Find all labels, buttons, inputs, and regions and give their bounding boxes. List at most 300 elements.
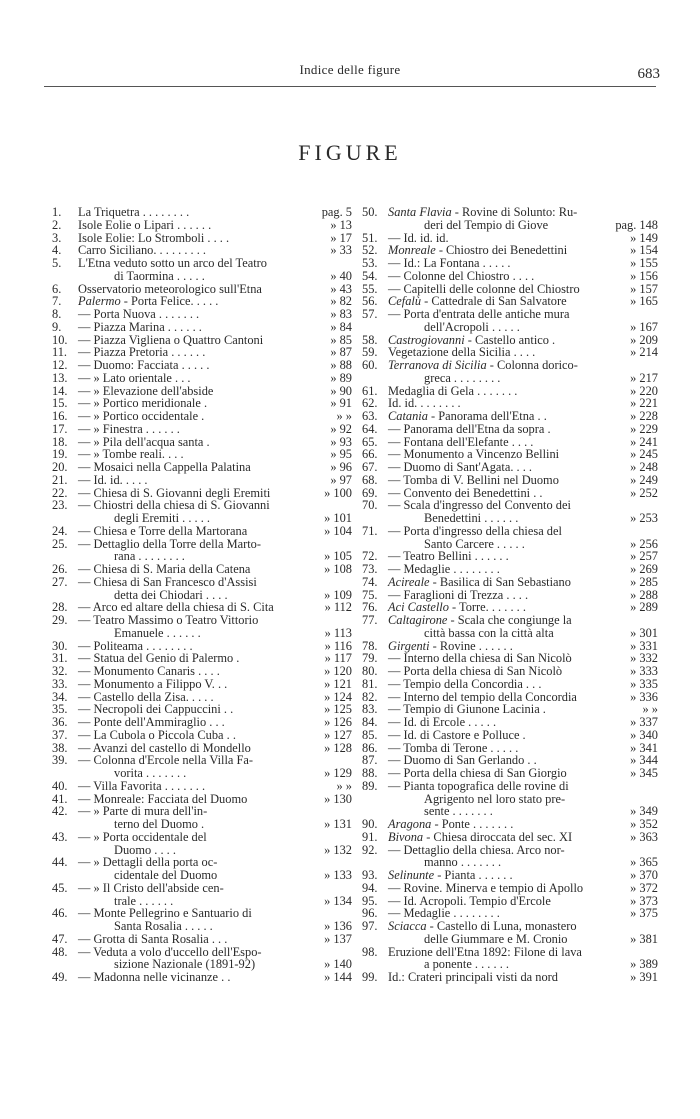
figure-number: 82. <box>362 689 378 704</box>
figure-page-ref: » 96 <box>330 460 352 474</box>
figure-caption-text: Bivona - Chiesa diroccata del sec. XI <box>388 829 573 844</box>
figure-page-ref: » 253 <box>630 511 658 525</box>
figure-caption-text: La Triquetra . . . . . . . . <box>78 205 190 219</box>
figure-caption-text: Palermo - Porta Felice. . . . . <box>78 294 219 309</box>
figure-caption-text: — » Elevazione dell'abside <box>78 383 214 398</box>
figure-caption-text: detta dei Chiodari . . . . <box>114 587 228 602</box>
figure-page-ref: » 241 <box>630 434 658 449</box>
figure-number: 42. <box>52 804 68 819</box>
running-head <box>0 62 700 82</box>
figure-entry <box>362 359 658 385</box>
figure-list-left <box>52 206 352 984</box>
figure-number: 92. <box>362 842 378 857</box>
figure-number: 86. <box>362 740 378 755</box>
figure-number: 17. <box>52 421 68 436</box>
figure-caption-text: — Tomba di Terone . . . . . <box>388 740 519 755</box>
figure-caption-text: — Interno del tempio della Concordia <box>388 689 577 704</box>
figure-entry <box>52 257 352 283</box>
figure-caption-text: — » Dettagli della porta oc- <box>78 855 218 870</box>
figure-entry <box>52 805 352 831</box>
figure-entry <box>52 754 352 780</box>
figure-caption-text: Santa Flavia - Rovine di Solunto: Ru- <box>388 205 578 219</box>
figure-page-ref: » 116 <box>324 638 352 653</box>
figure-page-ref: » 117 <box>324 651 352 666</box>
figure-caption-text: — Medaglie . . . . . . . . <box>388 562 500 576</box>
figure-page-ref: » 149 <box>630 230 658 245</box>
figure-page-ref: » 344 <box>630 753 658 768</box>
figure-number: 40. <box>52 778 68 793</box>
figure-caption-text: — Porta Nuova . . . . . . . <box>78 307 200 321</box>
figure-caption-text: terno del Duomo . <box>114 817 205 831</box>
figure-caption-text: Benedettini . . . . . . <box>424 511 519 525</box>
figure-caption-text: — Tomba di V. Bellini nel Duomo <box>388 472 559 487</box>
figure-number: 6. <box>52 281 62 296</box>
figure-caption-text: — » Tombe reali. . . . <box>78 447 184 462</box>
figure-page-ref: » 167 <box>630 319 658 334</box>
figure-number: 16. <box>52 409 68 423</box>
figure-page-ref: » 89 <box>330 370 352 385</box>
figure-number: 65. <box>362 434 378 449</box>
figure-number: 60. <box>362 358 378 372</box>
figure-caption-text: deri del Tempio di Giove <box>424 217 549 232</box>
figure-caption-text: — Id. id. id. <box>388 230 449 245</box>
figure-caption-text: Acireale - Basilica di San Sebastiano <box>388 574 571 589</box>
figure-entry <box>362 920 658 946</box>
figure-caption-text: dell'Acropoli . . . . . <box>424 319 520 334</box>
figure-page-ref: » 373 <box>630 893 658 908</box>
figure-page-ref: » 245 <box>630 447 658 462</box>
figure-page-ref: » 381 <box>630 931 658 946</box>
figure-page-ref: » 127 <box>324 727 352 742</box>
figure-number: 99. <box>362 970 378 984</box>
figure-page-ref: » 100 <box>324 485 352 500</box>
figure-number: 94. <box>362 880 378 895</box>
figure-number: 93. <box>362 868 378 882</box>
figure-number: 25. <box>52 536 68 551</box>
figure-page-ref: » 285 <box>630 574 658 589</box>
figure-entry <box>52 499 352 525</box>
figure-caption-text: manno . . . . . . . <box>424 855 502 870</box>
figure-entry <box>52 971 352 984</box>
figure-number: 83. <box>362 702 378 717</box>
figure-caption-text: — Monte Pellegrino e Santuario di <box>78 906 252 921</box>
figure-caption-text: Santo Carcere . . . . . <box>424 536 525 551</box>
figure-number: 97. <box>362 919 378 933</box>
figure-page-ref: » 128 <box>324 740 352 755</box>
figure-caption-text: — » Portico occidentale . <box>78 409 205 423</box>
figure-page-ref: » 144 <box>324 970 352 984</box>
figure-page-ref: » 217 <box>630 370 658 385</box>
figure-number: 56. <box>362 294 378 309</box>
figure-number: 4. <box>52 243 62 258</box>
figure-number: 68. <box>362 472 378 487</box>
figure-caption-text: Agrigento nel loro stato pre- <box>424 791 566 806</box>
figure-caption-text: Id.: Crateri principali visti da nord <box>388 970 558 984</box>
figure-page-ref: » 221 <box>630 396 658 411</box>
figure-number: 67. <box>362 460 378 474</box>
figure-number: 27. <box>52 574 68 589</box>
figure-page-ref: » 130 <box>324 791 352 806</box>
figure-caption-text: — La Cubola o Piccola Cuba . . <box>78 727 236 742</box>
figure-page-ref: » 209 <box>630 332 658 347</box>
figure-caption-text: — Arco ed altare della chiesa di S. Cita <box>78 600 274 615</box>
figure-number: 48. <box>52 944 68 959</box>
figure-page-ref: » 370 <box>630 868 658 882</box>
figure-page-ref: » 248 <box>630 460 658 474</box>
figure-caption-text: — Duomo di Sant'Agata. . . . <box>388 460 533 474</box>
figure-entry <box>362 614 658 640</box>
figure-number: 37. <box>52 727 68 742</box>
figure-number: 61. <box>362 383 378 398</box>
figure-caption-text: sizione Nazionale (1891-92) <box>114 957 256 972</box>
figure-number: 51. <box>362 230 378 245</box>
figure-page-ref: » 269 <box>630 562 658 576</box>
figure-caption-line <box>424 219 658 232</box>
figure-caption-text: — Duomo: Facciata . . . . . <box>78 358 210 372</box>
figure-caption-text: — Ponte dell'Ammiraglio . . . <box>78 715 225 729</box>
figure-caption-text: — Porta della chiesa di San Giorgio <box>388 766 567 780</box>
figure-caption-text: Carro Siciliano. . . . . . . . . <box>78 243 207 258</box>
figure-page-ref: » 365 <box>630 855 658 870</box>
figure-caption-text: — Colonna d'Ercole nella Villa Fa- <box>78 753 254 768</box>
figure-page-ref: » 391 <box>630 970 658 984</box>
figure-caption-text: sente . . . . . . . <box>424 804 493 819</box>
figure-caption-text: vorita . . . . . . . <box>114 766 187 780</box>
figure-number: 95. <box>362 893 378 908</box>
figure-page-ref: » 109 <box>324 587 352 602</box>
figure-page-ref: » 101 <box>324 511 352 525</box>
figure-number: 11. <box>52 345 68 360</box>
figure-entry <box>52 882 352 908</box>
figure-caption-text: — Mosaici nella Cappella Palatina <box>78 460 251 474</box>
figure-page-ref: » 389 <box>630 957 658 972</box>
figure-number: 72. <box>362 549 378 564</box>
figure-number: 58. <box>362 332 378 347</box>
figure-number: 36. <box>52 715 68 729</box>
figure-page-ref: » 156 <box>630 268 658 283</box>
figure-number: 9. <box>52 319 62 334</box>
figure-entry <box>362 844 658 870</box>
figure-number: 54. <box>362 268 378 283</box>
figure-page-ref: » 349 <box>630 804 658 819</box>
figure-caption-text: Castrogiovanni - Castello antico . <box>388 332 556 347</box>
figure-entry <box>52 614 352 640</box>
figure-number: 79. <box>362 651 378 666</box>
figure-entry <box>362 308 658 334</box>
figure-page-ref: » 108 <box>324 562 352 576</box>
figure-number: 2. <box>52 217 62 232</box>
figure-page-ref: » 345 <box>630 766 658 780</box>
figure-number: 43. <box>52 829 68 844</box>
figure-page-ref: » » <box>336 409 352 423</box>
figure-caption-text: Cefalù - Cattedrale di San Salvatore <box>388 294 567 309</box>
figure-caption-text: Aci Castello - Torre. . . . . . . <box>388 600 526 615</box>
figure-caption-text: — Villa Favorita . . . . . . . <box>78 778 206 793</box>
figure-number: 47. <box>52 931 68 946</box>
figure-caption-text: — Porta d'entrata delle antiche mura <box>388 307 570 321</box>
figure-page-ref: » 84 <box>330 319 352 334</box>
figure-page-ref: pag. 148 <box>615 217 658 232</box>
figure-number: 33. <box>52 676 68 691</box>
figure-caption-line <box>388 971 658 984</box>
figure-page-ref: » 17 <box>330 230 352 245</box>
figure-number: 18. <box>52 434 68 449</box>
figure-number: 10. <box>52 332 68 347</box>
figure-caption-text: Girgenti - Rovine . . . . . . <box>388 638 513 653</box>
figure-caption-text: — Faraglioni di Trezza . . . . <box>388 587 529 602</box>
figure-caption-text: Isole Eolie: Lo Stromboli . . . . <box>78 230 230 245</box>
figure-caption-text: Santa Rosalia . . . . . <box>114 919 213 933</box>
figure-page-ref: » 336 <box>630 689 658 704</box>
figure-page-ref: » 375 <box>630 906 658 921</box>
figure-caption-text: — Porta della chiesa di San Nicolò <box>388 664 563 678</box>
figure-number: 74. <box>362 574 378 589</box>
figure-page-ref: » 112 <box>324 600 352 615</box>
figure-page-ref: » 82 <box>330 294 352 309</box>
figure-caption-text: — » Finestra . . . . . . <box>78 421 180 436</box>
figure-caption-text: — Teatro Bellini . . . . . . <box>388 549 509 564</box>
figure-page-ref: » 352 <box>630 817 658 831</box>
figure-caption-text: — Porta d'ingresso della chiesa del <box>388 523 562 538</box>
figure-caption-text: — Id. di Ercole . . . . . <box>388 715 497 729</box>
figure-number: 45. <box>52 880 68 895</box>
running-head-title: Indice delle figure <box>299 62 401 77</box>
figure-number: 59. <box>362 345 378 360</box>
figure-entry <box>362 971 658 984</box>
figure-caption-text: — Dettaglio della chiesa. Arco nor- <box>388 842 565 857</box>
figure-page-ref: » 363 <box>630 829 658 844</box>
figure-number: 90. <box>362 817 378 831</box>
figure-number: 1. <box>52 205 62 219</box>
figure-number: 87. <box>362 753 378 768</box>
figure-page-ref: » 220 <box>630 383 658 398</box>
figure-page-ref: » 120 <box>324 664 352 678</box>
figure-caption-text: — Scala d'ingresso del Convento dei <box>388 498 571 513</box>
figure-caption-text: Osservatorio meteorologico sull'Etna <box>78 281 262 296</box>
figure-number: 50. <box>362 205 378 219</box>
figure-page-ref: » 340 <box>630 727 658 742</box>
figure-number: 77. <box>362 613 378 627</box>
figure-number: 15. <box>52 396 68 411</box>
figure-caption-text: — Medaglie . . . . . . . . <box>388 906 500 921</box>
figure-page-ref: » 341 <box>630 740 658 755</box>
figure-number: 19. <box>52 447 68 462</box>
figure-page-ref: » 140 <box>324 957 352 972</box>
figure-caption-text: — Chiesa di S. Maria della Catena <box>78 562 251 576</box>
figure-number: 98. <box>362 944 378 959</box>
figure-number: 84. <box>362 715 378 729</box>
figure-caption-text: — Tempio della Concordia . . . <box>388 676 542 691</box>
figure-page-ref: » 93 <box>330 434 352 449</box>
figure-caption-text: — Veduta a volo d'uccello dell'Espo- <box>78 944 262 959</box>
figure-caption-text: degli Eremiti . . . . . <box>114 511 211 525</box>
figure-caption-text: — Monumento a Vincenzo Bellini <box>388 447 560 462</box>
figure-number: 34. <box>52 689 68 704</box>
figure-number: 39. <box>52 753 68 768</box>
figure-entry <box>362 525 658 551</box>
figure-page-ref: » 332 <box>630 651 658 666</box>
figure-number: 64. <box>362 421 378 436</box>
figure-entry <box>52 946 352 972</box>
figure-caption-text: di Taormina . . . . . <box>114 268 205 283</box>
figure-page-ref: » 104 <box>324 523 352 538</box>
figure-number: 13. <box>52 370 68 385</box>
page-number: 683 <box>637 66 660 82</box>
figure-number: 21. <box>52 472 68 487</box>
figure-entry <box>362 206 658 232</box>
figure-page-ref: » 85 <box>330 332 352 347</box>
figure-caption-text: — Interno della chiesa di San Nicolò <box>388 651 572 666</box>
figure-caption-text: — » Parte di mura dell'in- <box>78 804 208 819</box>
figure-number: 26. <box>52 562 68 576</box>
figure-page-ref: » 134 <box>324 893 352 908</box>
figure-number: 76. <box>362 600 378 615</box>
figure-page-ref: » 154 <box>630 243 658 258</box>
figure-caption-text: — Piazza Vigliena o Quattro Cantoni <box>78 332 264 347</box>
figure-page-ref: » 337 <box>630 715 658 729</box>
figure-entry <box>52 907 352 933</box>
figure-caption-text: trale . . . . . . <box>114 893 174 908</box>
figure-number: 49. <box>52 970 68 984</box>
figure-caption-text: Catania - Panorama dell'Etna . . <box>388 409 547 423</box>
figure-caption-text: — Politeama . . . . . . . . <box>78 638 193 653</box>
figure-page-ref: » 87 <box>330 345 352 360</box>
figure-caption-text: — » Portico meridionale . <box>78 396 208 411</box>
figure-number: 41. <box>52 791 68 806</box>
figure-number: 70. <box>362 498 378 513</box>
figure-number: 88. <box>362 766 378 780</box>
figure-entry <box>362 499 658 525</box>
figure-number: 29. <box>52 613 68 627</box>
figure-caption-text: — Castello della Zisa. . . . . <box>78 689 214 704</box>
figure-caption-text: — Tempio di Giunone Lacinia . <box>388 702 546 717</box>
figure-number: 12. <box>52 358 68 372</box>
figure-caption-text: città bassa con la città alta <box>424 625 554 640</box>
figure-page-ref: » 228 <box>630 409 658 423</box>
figure-number: 14. <box>52 383 68 398</box>
figure-page-ref: » 136 <box>324 919 352 933</box>
figure-caption-text: — Grotta di Santa Rosalia . . . <box>78 931 228 946</box>
figure-number: 30. <box>52 638 68 653</box>
figure-page-ref: » 372 <box>630 880 658 895</box>
figure-number: 23. <box>52 498 68 513</box>
figure-number: 28. <box>52 600 68 615</box>
figure-page-ref: » 90 <box>330 383 352 398</box>
figure-caption-text: — Capitelli delle colonne del Chiostro <box>388 281 580 296</box>
figure-number: 62. <box>362 396 378 411</box>
figure-caption-text: — Rovine. Minerva e tempio di Apollo <box>388 880 584 895</box>
figure-page-ref: » 124 <box>324 689 352 704</box>
figure-page-ref: pag. 5 <box>321 205 352 219</box>
figure-caption-text: Isole Eolie o Lipari . . . . . . <box>78 217 212 232</box>
figure-page-ref: » 126 <box>324 715 352 729</box>
figure-caption-text: greca . . . . . . . . <box>424 370 501 385</box>
figure-caption-text: — Statua del Genio di Palermo . <box>78 651 240 666</box>
figure-caption-text: Vegetazione della Sicilia . . . . <box>388 345 536 360</box>
figure-number: 3. <box>52 230 62 245</box>
figure-number: 24. <box>52 523 68 538</box>
figure-caption-text: — » Il Cristo dell'abside cen- <box>78 880 224 895</box>
figure-number: 66. <box>362 447 378 462</box>
figure-entry <box>52 831 352 857</box>
figure-page-ref: » 33 <box>330 243 352 258</box>
figure-page-ref: » 165 <box>630 294 658 309</box>
figure-page-ref: » 95 <box>330 447 352 462</box>
figure-page-ref: » 155 <box>630 256 658 270</box>
figure-page-ref: » 157 <box>630 281 658 296</box>
figure-page-ref: » 105 <box>324 549 352 564</box>
figure-number: 52. <box>362 243 378 258</box>
figure-caption-text: rana . . . . . . . . <box>114 549 185 564</box>
figure-number: 32. <box>52 664 68 678</box>
figure-caption-text: Medaglia di Gela . . . . . . . <box>388 383 518 398</box>
figure-caption-text: — Teatro Massimo o Teatro Vittorio <box>78 613 259 627</box>
figure-page-ref: » 88 <box>330 358 352 372</box>
figure-number: 55. <box>362 281 378 296</box>
figure-caption-text: — Monreale: Facciata del Duomo <box>78 791 248 806</box>
figure-page-ref: » 288 <box>630 587 658 602</box>
figure-caption-text: Emanuele . . . . . . <box>114 625 201 640</box>
figure-number: 20. <box>52 460 68 474</box>
figure-caption-text: — Duomo di San Gerlando . . <box>388 753 537 768</box>
figure-caption-text: a ponente . . . . . . <box>424 957 509 972</box>
figure-page-ref: » 133 <box>324 868 352 882</box>
figure-number: 53. <box>362 256 378 270</box>
figure-number: 31. <box>52 651 68 666</box>
figure-number: 35. <box>52 702 68 717</box>
figure-caption-text: — Piazza Pretoria . . . . . . <box>78 345 206 360</box>
figure-caption-text: Monreale - Chiostro dei Benedettini <box>388 243 568 258</box>
figure-caption-text: Eruzione dell'Etna 1892: Filone di lava <box>388 944 582 959</box>
figure-number: 81. <box>362 676 378 691</box>
figure-list-right <box>362 206 658 984</box>
figure-number: 73. <box>362 562 378 576</box>
figure-number: 8. <box>52 307 62 321</box>
figure-page-ref: » 301 <box>630 625 658 640</box>
figure-page-ref: » 43 <box>330 281 352 296</box>
figure-number: 57. <box>362 307 378 321</box>
figure-caption-text: cidentale del Duomo <box>114 868 218 882</box>
figure-number: 89. <box>362 778 378 793</box>
figure-caption-text: — Monumento Canaris . . . . <box>78 664 220 678</box>
figure-page-ref: » » <box>642 702 658 717</box>
figure-page-ref: » 229 <box>630 421 658 436</box>
figure-page-ref: » 257 <box>630 549 658 564</box>
figure-number: 91. <box>362 829 378 844</box>
figure-caption-text: — Necropoli dei Cappuccini . . <box>78 702 234 717</box>
figure-caption-text: Sciacca - Castello di Luna, monastero <box>388 919 577 933</box>
figure-page-ref: » 13 <box>330 217 352 232</box>
figure-entry <box>52 576 352 602</box>
figure-caption-text: — Id. Acropoli. Tempio d'Ercole <box>388 893 551 908</box>
figure-caption-text: Terranova di Sicilia - Colonna dorico- <box>388 358 578 372</box>
figure-page-ref: » 137 <box>324 931 352 946</box>
figure-number: 80. <box>362 664 378 678</box>
figure-page-ref: » 249 <box>630 472 658 487</box>
figure-caption-text: Id. id. . . . . . . . <box>388 396 461 411</box>
figure-page-ref: » 252 <box>630 485 658 500</box>
figure-entry <box>362 946 658 972</box>
figure-number: 44. <box>52 855 68 870</box>
figure-caption-text: — Chiesa di San Francesco d'Assisi <box>78 574 257 589</box>
figure-entry <box>52 856 352 882</box>
figure-page-ref: » 335 <box>630 676 658 691</box>
figure-page-ref: » 214 <box>630 345 658 360</box>
figure-caption-text: Duomo . . . . <box>114 842 176 857</box>
figure-caption-text: — Pianta topografica delle rovine di <box>388 778 569 793</box>
figure-page-ref: » 121 <box>324 676 352 691</box>
figure-caption-line <box>78 971 352 984</box>
